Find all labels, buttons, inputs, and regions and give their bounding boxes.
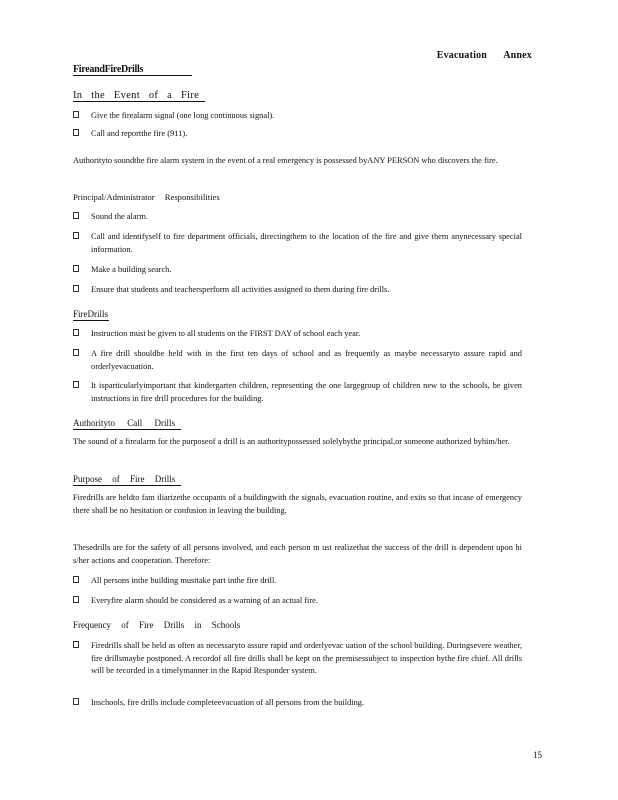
paragraph-authority-drills: The sound of a firealarm for the purposeof a drill is an authoritypossessed solelybythe principal,or someone authorized byhim/her. [73, 437, 510, 446]
bullet-box-icon [73, 381, 79, 388]
page-title: FireandFireDrills [73, 64, 192, 76]
bullet-box-icon [73, 698, 79, 705]
bullet-box-icon [73, 265, 79, 272]
section-heading-frequency: Frequency of Fire Drills in Schools [73, 620, 241, 630]
bullet-box-icon [73, 129, 79, 136]
bullet-box-icon [73, 596, 79, 603]
section-heading-purpose: Purpose of Fire Drills [73, 474, 181, 486]
document-page: Evacuation Annex FireandFireDrills In the Event of a Fire Give the firealarm signal (one long continuous signal). Call and reportthe fire (911). Authorityto soundthe fire alarm system in the event of a real emergency is possessed byANY PERSON who discovers the fire. Principal/Administrator Responsibilities Sound the alarm. Call and identifyself to fire department officials, directingthem to the location of the fire and give them anynecessary special information. Make a building search. Ensure that students and teachersperform all activities assigned to them during fire drills. FireDrills Instruction must be given to all students on the FIRST DAY of school each year. A fire drill shouldbe held with in the first ten days of school and as frequently as maybe necessaryto assure rapid and orderlyevacuation. It isparticularlyimportant that kindergarten children, representing the one largegroup of children new to the schools, be given instructions in fire drill procedures for the building. Authorityto Call Drills The sound of a firealarm for the purposeof a drill is an authoritypossessed solelybythe principal,or someone authorized byhim/her. Purpose of Fire Drills Firedrills are heldto fam iliarizethe occupants of a buildingwith the signals, evacuation routine, and exits so that incase of emergency there shall be no hesitation or confusion in leaving the building. Thesedrills are for the safety of all persons involved, and each person m ust realizethat the success of the drill is dependent upon hi s/her actions and cooperation. Therefore: All persons inthe building musttake part inthe fire drill. Everyfire alarm should be considered as a warning of an actual fire. Frequency of Fire Drills in Schools Firedrills shall be held as often as necessaryto assure rapid and orderlyevac uation of the school building. Duringsevere weather, fire drillsmaybe postponed. A recordof all fire drills shall be kept on the premisessubject to inspection bythe fire chief. All drills will be recorded in a timelymanner in the Rapid Responder system. Inschools, fire drills include completeevacuation of all persons from the building. 15 [73, 50, 542, 760]
section-heading-event: In the Event of a Fire [73, 90, 205, 102]
section-heading-firedrills: FireDrills [73, 309, 108, 319]
paragraph-purpose-2: Thesedrills are for the safety of all persons involved, and each person m ust realizethat the success of the drill is dependent upon hi s/her actions and cooperation. Therefore: [73, 543, 522, 565]
section-heading-principal: Principal/Administrator Responsibilities [73, 192, 220, 202]
bullet-box-icon [73, 349, 79, 356]
paragraph-authority-alarm: Authorityto soundthe fire alarm system in the event of a real emergency is possessed byANY PERSON who discovers the fire. [73, 156, 498, 165]
bullet-box-icon [73, 111, 79, 118]
section-heading-authority: Authorityto Call Drills [73, 418, 181, 430]
paragraph-purpose-1: Firedrills are heldto fam iliarizethe occupants of a buildingwith the signals, evacuation routine, and exits so that incase of emergency there shall be no hesitation or confusion in leaving the building. [73, 493, 522, 515]
bullet-box-icon [73, 285, 79, 292]
bullet-box-icon [73, 329, 79, 336]
page-number: 15 [533, 750, 542, 760]
bullet-box-icon [73, 576, 79, 583]
bullet-box-icon [73, 232, 79, 239]
bullet-box-icon [73, 212, 79, 219]
header-annex: Evacuation Annex [436, 50, 532, 61]
bullet-box-icon [73, 641, 79, 648]
